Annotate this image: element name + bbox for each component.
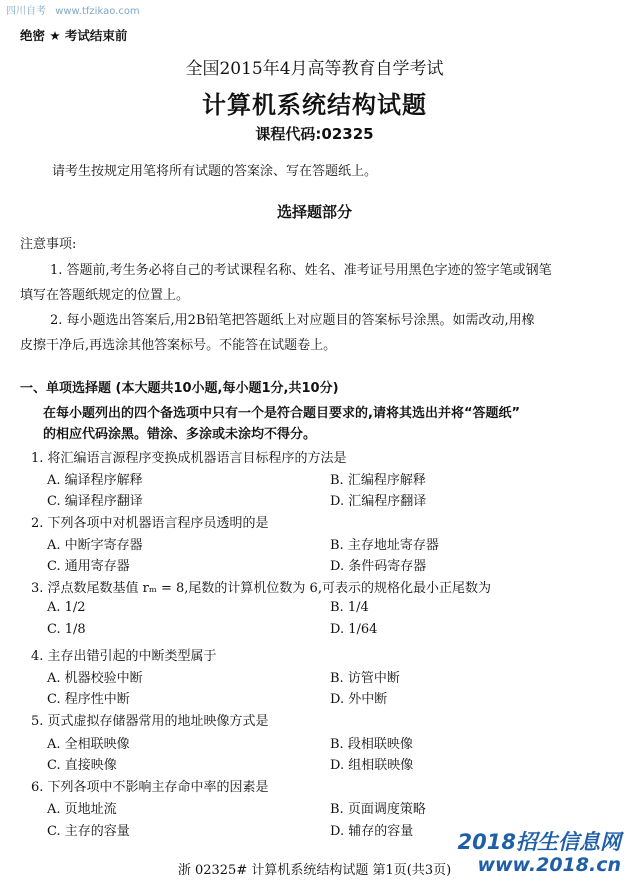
question-4-option-b: B. 访管中断 (330, 671, 400, 686)
question-6-stem: 6. 下列各项中不影响主存命中率的因素是 (31, 780, 269, 795)
question-2-option-a: A. 中断字寄存器 (47, 538, 143, 553)
watermark (6, 2, 146, 17)
question-3-option-a: A. 1/2 (47, 600, 86, 615)
question-1-option-c: C. 编译程序翻译 (47, 494, 143, 509)
note-2-line-1: 2. 每小题选出答案后,用2B铅笔把答题纸上对应题目的答案标号涂黑。如需改动,用橡 (50, 313, 535, 328)
question-1-option-b: B. 汇编程序解释 (330, 473, 426, 488)
question-3-option-c: C. 1/8 (47, 622, 86, 637)
question-6-option-a: A. 页地址流 (47, 802, 117, 817)
question-5-option-c: C. 直接映像 (47, 758, 117, 773)
instruction: 请考生按规定用笔将所有试题的答案涂、写在答题纸上。 (52, 164, 378, 179)
question-4-option-c: C. 程序性中断 (47, 692, 130, 707)
secret-label: 绝密 ★ 考试结束前 (20, 28, 128, 43)
question-5-option-a: A. 全相联映像 (47, 737, 130, 752)
question-1-stem: 1. 将汇编语言源程序变换成机器语言目标程序的方法是 (31, 451, 347, 466)
question-4-option-a: A. 机器校验中断 (47, 671, 143, 686)
question-3-option-d: D. 1/64 (330, 622, 378, 637)
page-footer: 浙 02325# 计算机系统结构试题 第1页(共3页) (177, 863, 452, 878)
question-4-option-d: D. 外中断 (330, 692, 388, 707)
note-1-line-1: 1. 答题前,考生务必将自己的考试课程名称、姓名、准考证号用黑色字迹的签字笔或钢笔 (50, 263, 552, 278)
watermark-site: 四川自考 (6, 6, 46, 17)
question-2-stem: 2. 下列各项中对机器语言程序员透明的是 (31, 516, 269, 531)
question-5-option-d: D. 组相联映像 (330, 758, 414, 773)
brand-watermark-title: 2018招生信息网 (457, 830, 621, 854)
question-6-option-c: C. 主存的容量 (47, 824, 130, 839)
watermark-url: www.tfzikao.com (55, 6, 140, 17)
brand-watermark-url: www.2018.cn (477, 854, 621, 876)
course-code: 课程代码:02325 (255, 125, 374, 143)
question-6-option-d: D. 辅存的容量 (330, 824, 414, 839)
question-3-option-b: B. 1/4 (330, 600, 369, 615)
exam-name: 全国2015年4月高等教育自学考试 (185, 59, 444, 79)
question-3-stem: 3. 浮点数尾数基值 rₘ = 8,尾数的计算机位数为 6,可表示的规格化最小正尾数为 (31, 581, 491, 596)
part1-desc-line-2: 的相应代码涂黑。错涂、多涂或未涂均不得分。 (43, 427, 317, 442)
question-1-option-d: D. 汇编程序翻译 (330, 494, 427, 509)
question-2-option-c: C. 通用寄存器 (47, 559, 130, 574)
section-title: 选择题部分 (276, 203, 352, 221)
note-1-line-2: 填写在答题纸规定的位置上。 (20, 288, 190, 303)
question-2-option-d: D. 条件码寄存器 (330, 559, 427, 574)
question-6-option-b: B. 页面调度策略 (330, 802, 426, 817)
question-5-option-b: B. 段相联映像 (330, 737, 413, 752)
question-1-option-a: A. 编译程序解释 (47, 473, 143, 488)
page-title: 计算机系统结构试题 (202, 91, 427, 119)
notes-heading: 注意事项: (20, 237, 77, 252)
note-2-line-2: 皮擦干净后,再选涂其他答案标号。不能答在试题卷上。 (20, 338, 337, 353)
part1-desc-line-1: 在每小题列出的四个备选项中只有一个是符合题目要求的,请将其选出并将“答题纸” (43, 406, 521, 421)
question-2-option-b: B. 主存地址寄存器 (330, 538, 439, 553)
question-5-stem: 5. 页式虚拟存储器常用的地址映像方式是 (31, 714, 269, 729)
part1-heading: 一、单项选择题 (本大题共10小题,每小题1分,共10分) (20, 381, 339, 396)
question-4-stem: 4. 主存出错引起的中断类型属于 (31, 649, 217, 664)
